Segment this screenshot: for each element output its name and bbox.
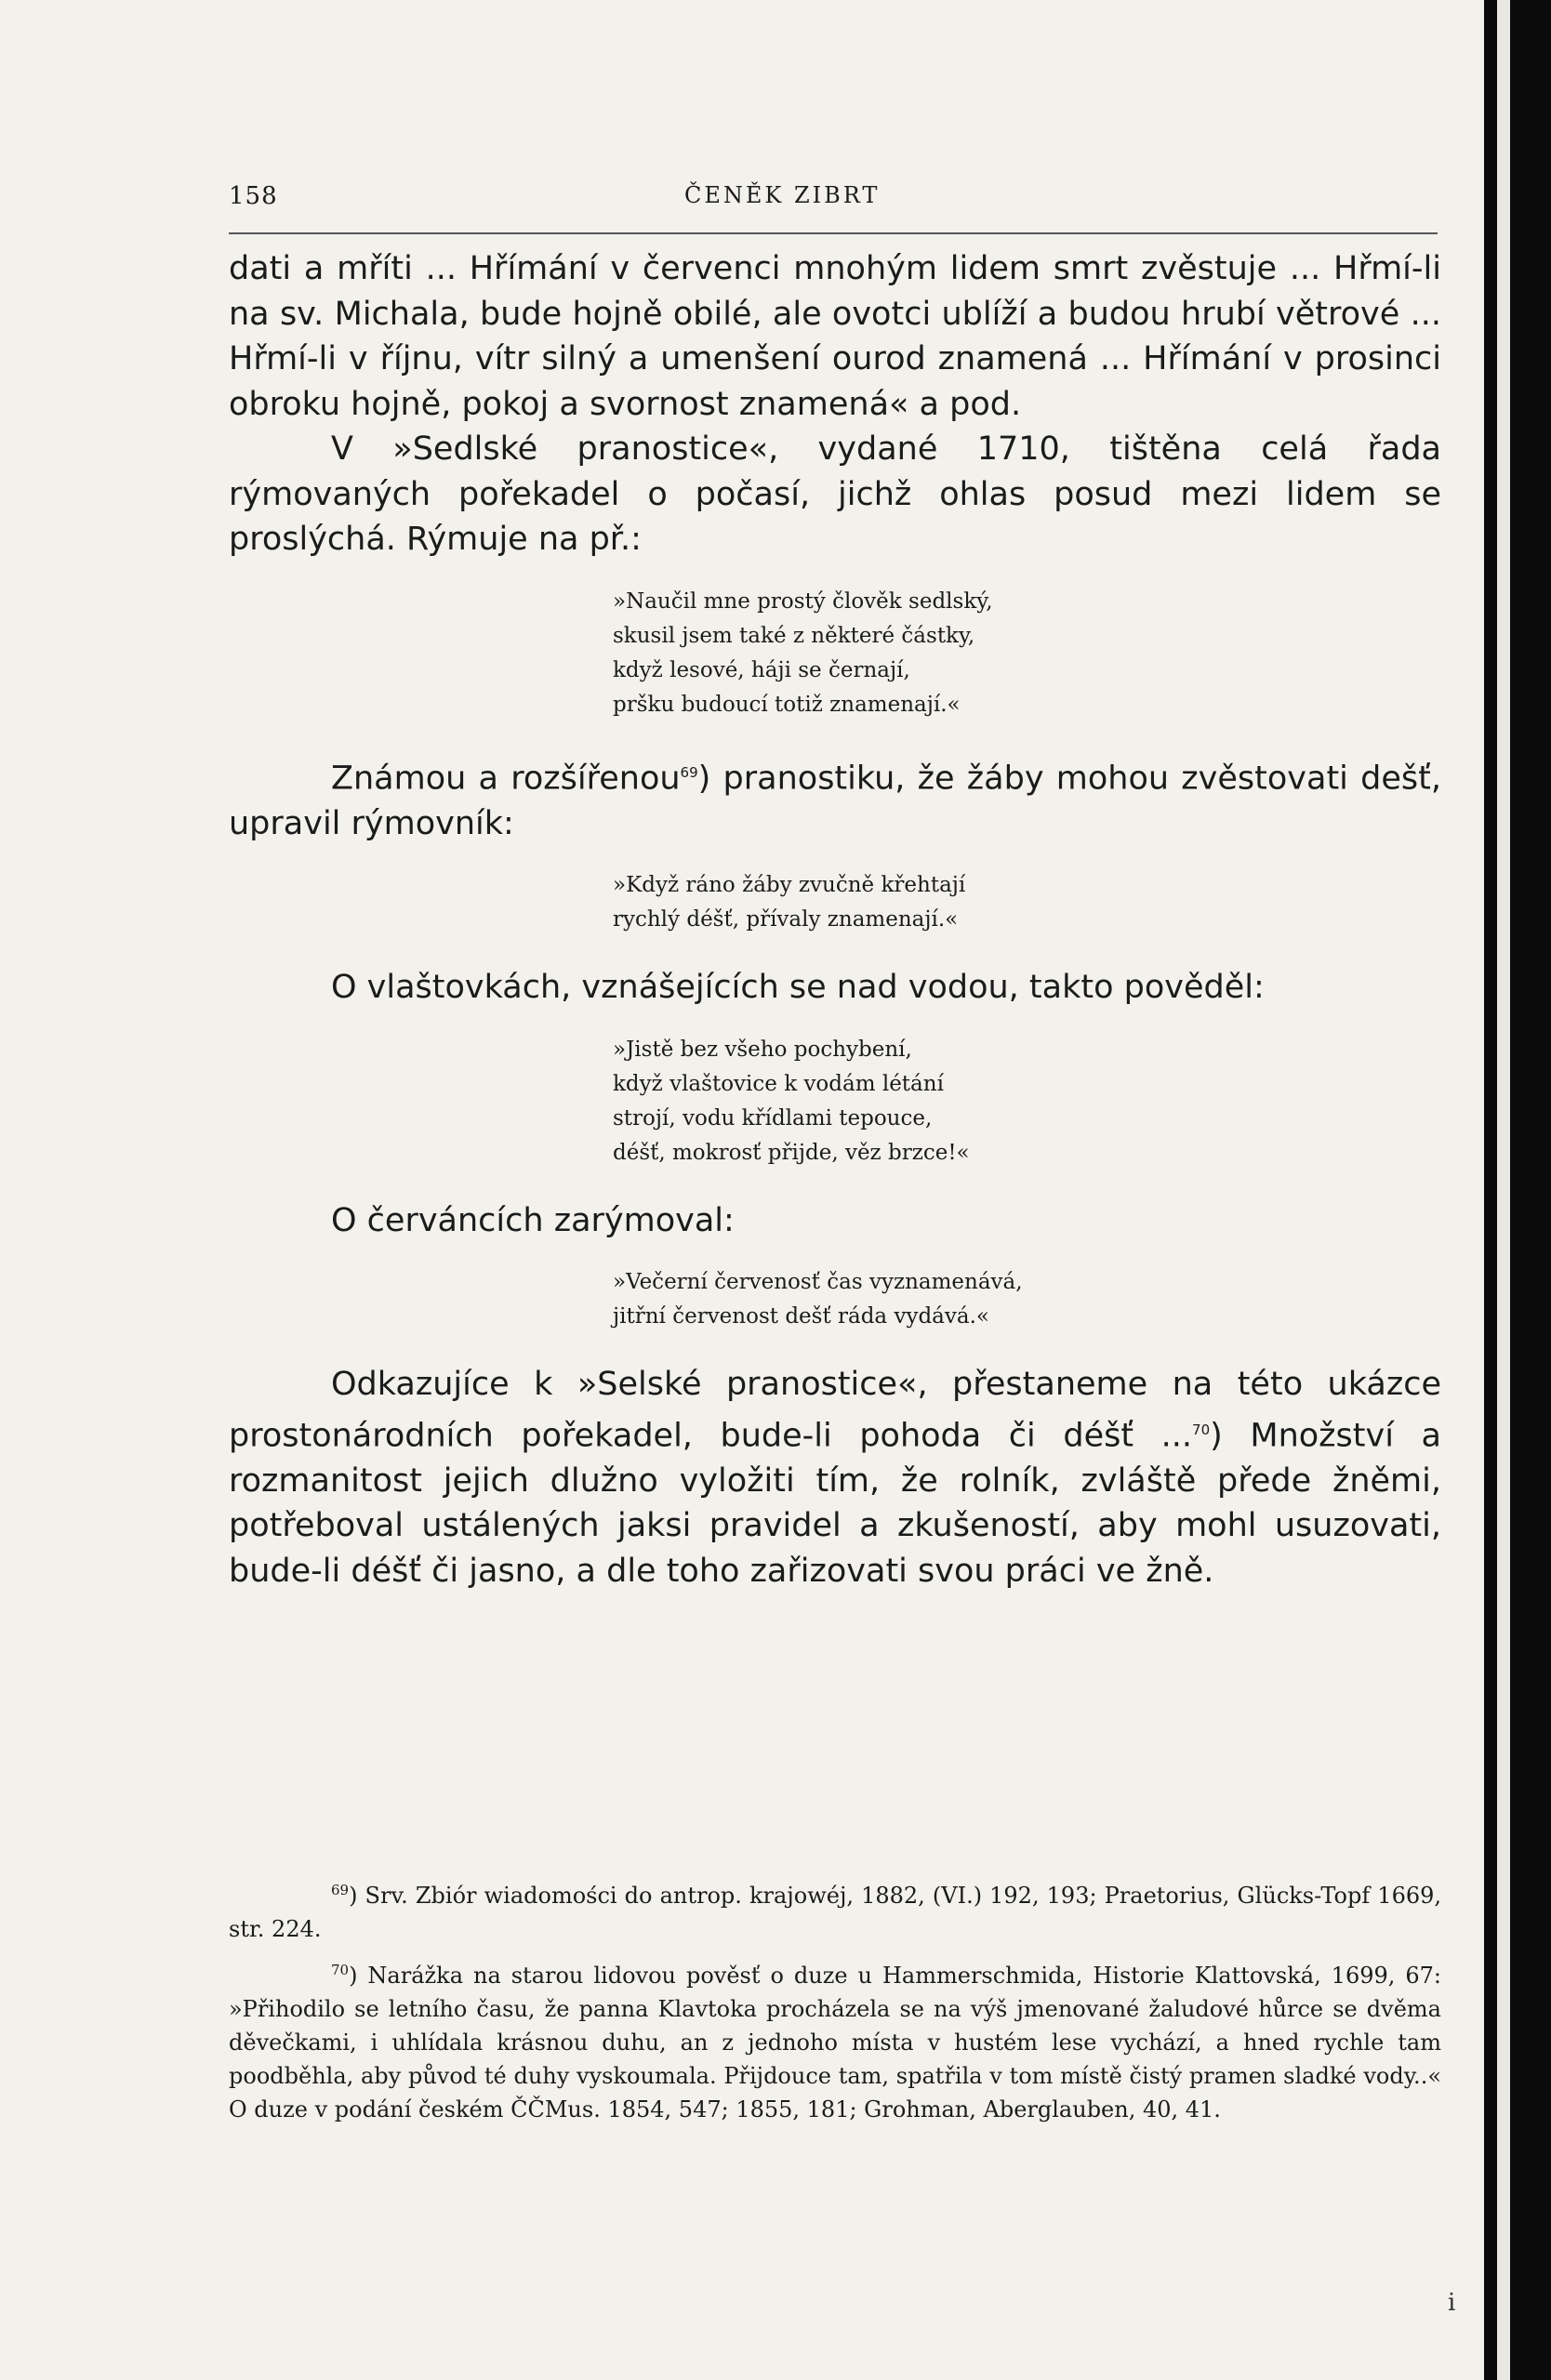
verse-line: »Když ráno žáby zvučně křehtají — [613, 873, 966, 898]
verse-line: skusil jsem také z některé částky, — [613, 623, 975, 648]
paragraph-6 — [229, 1362, 1441, 1593]
footnote-70-text: ) Narážka na starou lidovou pověsť o duze u Hammerschmida, Historie Klattovská, 1699, 67: »Přihodilo se letního času, že panna Klavtoka procházela se na výš jmenované žaludové hůrce se dvěma děvečkami, i uhlídala krásnou duhu, an z jednoho místa v hustém lese vychází, a hned rychle tam poodběhla, aby původ té duhy vyskoumala. Přijdouce tam, spatřila v tom místě čistý pramen sladké vody..« O duze v podání českém ČČMus. 1854, 547; 1855, 181; Grohman, Aberglauben, 40, 41. — [229, 1963, 1441, 2122]
footnote-69 — [229, 1873, 1441, 1946]
paragraph-3-rest: ) pranostiku, že žáby mohou zvěstovati dešť, upravil rýmovník: — [229, 760, 1441, 842]
paragraph-3-text: Známou a rozšířenou — [331, 760, 681, 798]
paragraph-1: dati a mříti ... Hřímání v červenci mnohým lidem smrt zvěstuje ... Hřmí-li na sv. Michala, bude hojně obilé, ale ovotci ublíží a budou hrubí větrové ... Hřmí-li v říjnu, vítr silný a umenšení ourod znamená ... Hřímání v prosinci obroku hojně, pokoj a svornost znamená« a pod. — [229, 250, 1441, 423]
page-number: 158 — [229, 182, 278, 210]
paragraph-5: O červáncích zarýmoval: — [331, 1201, 735, 1239]
verse-line: déšť, mokrosť přijde, věz brzce!« — [613, 1140, 970, 1165]
paragraph-2: V »Sedlské pranostice«, vydané 1710, tištěna celá řada rýmovaných pořekadel o počasí, jichž ohlas posud mezi lidem se proslýchá. Rýmuje na př.: — [229, 430, 1441, 558]
paragraph-3 — [229, 750, 1441, 847]
stray-mark: i — [1448, 2289, 1456, 2317]
footnotes — [229, 1873, 1441, 2134]
paragraph-4: O vlaštovkách, vznášejících se nad vodou, takto pověděl: — [331, 969, 1265, 1007]
page-header — [229, 182, 1484, 219]
footnote-ref-70: 70 — [1192, 1421, 1211, 1438]
running-head: ČENĚK ZIBRT — [684, 182, 881, 208]
footnote-69-mark: 69 — [331, 1882, 350, 1898]
verse-3 — [613, 1033, 1441, 1170]
header-rule — [229, 232, 1438, 234]
verse-4 — [613, 1265, 1441, 1334]
verse-2 — [613, 868, 1441, 937]
verse-line: pršku budoucí totiž znamenají.« — [613, 692, 961, 717]
main-text — [229, 246, 1441, 1593]
footnote-69-text: ) Srv. Zbiór wiadomości do antrop. krajowéj, 1882, (VI.) 192, 193; Praetorius, Glücks-Topf 1669, str. 224. — [229, 1883, 1441, 1942]
verse-line: když vlaštovice k vodám létání — [613, 1071, 944, 1096]
paragraph-6-rest: ) Množství a rozmanitost jejich dlužno vyložiti tím, že rolník, zvláště přede žněmi, potřeboval ustálených jaksi pravidel a zkušeností, aby mohl usuzovati, bude-li déšť či jasno, a dle toho zařizovati svou práci ve žně. — [229, 1417, 1441, 1590]
verse-line: »Večerní červenosť čas vyznamenává, — [613, 1270, 1023, 1295]
verse-line: když lesové, háji se černají, — [613, 657, 910, 682]
footnote-70 — [229, 1953, 1441, 2126]
verse-1 — [613, 585, 1441, 722]
verse-line: »Jistě bez všeho pochybení, — [613, 1037, 912, 1062]
footnote-ref-69: 69 — [680, 763, 698, 781]
verse-line: strojí, vodu křídlami tepouce, — [613, 1105, 933, 1130]
verse-line: jitřní červenost dešť ráda vydává.« — [613, 1304, 989, 1329]
page-edge — [1497, 0, 1510, 2380]
paragraph-6-text: Odkazujíce k »Selské pranostice«, přestaneme na této ukázce prostonárodních pořekadel, bude-li pohoda či déšť ... — [229, 1366, 1441, 1455]
verse-line: rychlý déšť, přívaly znamenají.« — [613, 907, 959, 932]
verse-line: »Naučil mne prostý člověk sedlský, — [613, 588, 993, 614]
footnote-70-mark: 70 — [331, 1962, 350, 1978]
